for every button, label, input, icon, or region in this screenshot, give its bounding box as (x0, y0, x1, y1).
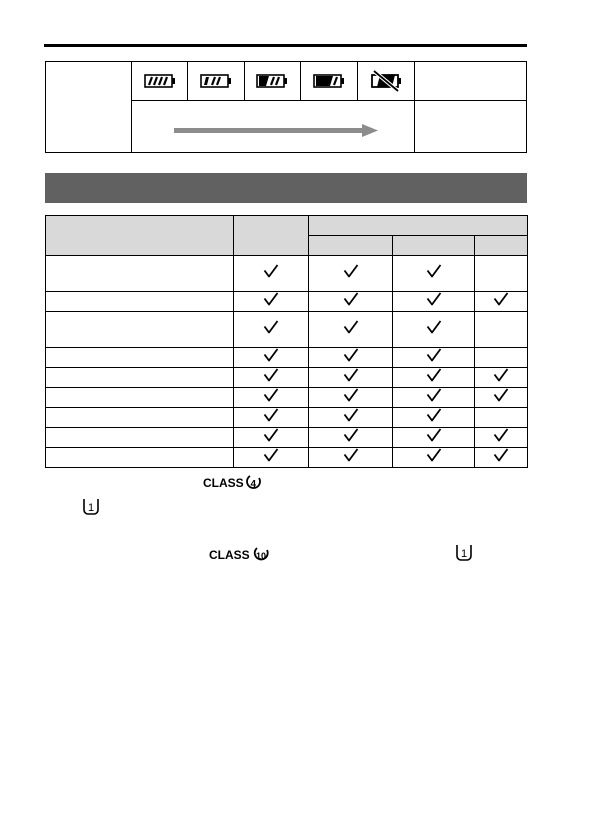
compatibility-cell (234, 312, 309, 348)
compatibility-cell (393, 312, 475, 348)
table-row (46, 368, 528, 388)
class-10-logo (209, 546, 275, 562)
battery-full-icon (144, 74, 176, 88)
table-row (46, 256, 528, 292)
checkmark-icon (343, 408, 359, 422)
checkmark-icon (263, 292, 279, 306)
compatibility-cell (393, 388, 475, 408)
uhs-number: 1 (461, 548, 468, 560)
class-number: 10 (256, 551, 267, 561)
header-cell (393, 236, 475, 256)
compatibility-cell (393, 428, 475, 448)
compatibility-cell (309, 312, 393, 348)
checkmark-icon (343, 348, 359, 362)
compatibility-cell (234, 348, 309, 368)
compatibility-cell (309, 292, 393, 312)
table-row (46, 348, 528, 368)
checkmark-icon (263, 408, 279, 422)
header-cell (234, 216, 309, 256)
table-row (46, 388, 528, 408)
checkmark-icon (426, 388, 442, 402)
checkmark-icon (493, 368, 509, 382)
compatibility-cell (475, 312, 528, 348)
checkmark-icon (263, 320, 279, 334)
checkmark-icon (343, 292, 359, 306)
uhs-speed-class-icon (455, 544, 473, 562)
checkmark-icon (426, 428, 442, 442)
checkmark-icon (343, 264, 359, 278)
compatibility-cell (475, 388, 528, 408)
compatibility-cell (475, 448, 528, 468)
card-type-cell (46, 448, 234, 468)
card-type-cell (46, 388, 234, 408)
class-label: CLASS (209, 548, 250, 562)
compatibility-cell (393, 348, 475, 368)
checkmark-icon (263, 348, 279, 362)
compatibility-cell (475, 256, 528, 292)
battery-low-icon (313, 74, 345, 88)
compatibility-cell (234, 448, 309, 468)
table-header-row (46, 216, 528, 236)
compatibility-cell (309, 368, 393, 388)
checkmark-icon (263, 448, 279, 462)
compatibility-cell (234, 428, 309, 448)
checkmark-icon (343, 428, 359, 442)
uhs-number: 1 (88, 502, 95, 514)
card-type-cell (46, 428, 234, 448)
card-type-cell (46, 292, 234, 312)
table-row (46, 448, 528, 468)
compatibility-cell (234, 368, 309, 388)
header-cell (309, 236, 393, 256)
checkmark-icon (493, 388, 509, 402)
table-row (46, 408, 528, 428)
checkmark-icon (426, 368, 442, 382)
compatibility-cell (309, 348, 393, 368)
card-type-cell (46, 368, 234, 388)
class-number: 4 (250, 479, 257, 490)
compatibility-cell (475, 348, 528, 368)
header-cell (475, 236, 528, 256)
compatibility-cell (393, 408, 475, 428)
compatibility-cell (475, 368, 528, 388)
checkmark-icon (426, 448, 442, 462)
battery-three-quarters-icon (200, 74, 232, 88)
table-row (46, 292, 528, 312)
battery-level-table (45, 61, 527, 153)
card-type-cell (46, 312, 234, 348)
checkmark-icon (263, 428, 279, 442)
compatibility-cell (393, 256, 475, 292)
checkmark-icon (263, 388, 279, 402)
compatibility-cell (309, 448, 393, 468)
card-type-cell (46, 348, 234, 368)
compatibility-cell (475, 428, 528, 448)
compatibility-cell (309, 388, 393, 408)
table-row (46, 312, 528, 348)
header-cell (46, 216, 234, 256)
compatibility-cell (475, 292, 528, 312)
class-4-logo (203, 474, 267, 490)
battery-depletion-arrow (174, 124, 379, 138)
checkmark-icon (343, 448, 359, 462)
checkmark-icon (426, 408, 442, 422)
compatibility-cell (393, 292, 475, 312)
checkmark-icon (343, 368, 359, 382)
compatibility-cell (393, 448, 475, 468)
compatibility-cell (309, 428, 393, 448)
card-type-cell (46, 256, 234, 292)
checkmark-icon (426, 320, 442, 334)
compatibility-cell (309, 256, 393, 292)
table-row (46, 428, 528, 448)
compatibility-cell (234, 256, 309, 292)
checkmark-icon (426, 348, 442, 362)
checkmark-icon (426, 292, 442, 306)
compatibility-cell (234, 388, 309, 408)
uhs-speed-class-icon (82, 498, 100, 516)
class-label: CLASS (203, 476, 244, 490)
checkmark-icon (493, 448, 509, 462)
checkmark-icon (263, 264, 279, 278)
checkmark-icon (343, 320, 359, 334)
checkmark-icon (343, 388, 359, 402)
compatibility-cell (234, 292, 309, 312)
checkmark-icon (263, 368, 279, 382)
battery-half-icon (256, 74, 288, 88)
compatibility-cell (393, 368, 475, 388)
compatibility-cell (309, 408, 393, 428)
compatibility-cell (234, 408, 309, 428)
battery-empty-icon (369, 70, 403, 92)
header-cell (309, 216, 528, 236)
checkmark-icon (426, 264, 442, 278)
memory-card-compatibility-table (45, 215, 528, 468)
section-rule (44, 44, 527, 47)
checkmark-icon (493, 428, 509, 442)
section-banner (45, 173, 527, 203)
compatibility-cell (475, 408, 528, 428)
card-type-cell (46, 408, 234, 428)
checkmark-icon (493, 292, 509, 306)
